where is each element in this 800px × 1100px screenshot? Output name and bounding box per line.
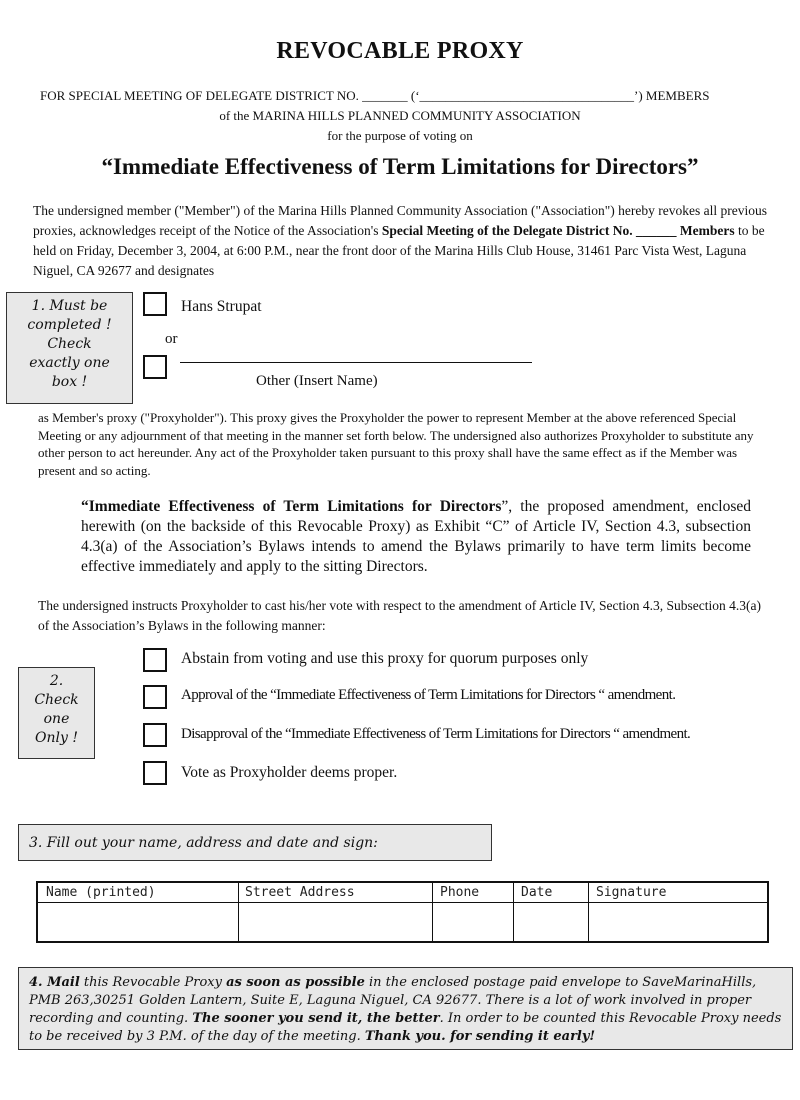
note-fill-out: 3. Fill out your name, address and date and sign: (18, 824, 492, 861)
column-divider (588, 883, 589, 941)
header-signature: Signature (596, 885, 667, 900)
document-title: REVOCABLE PROXY (276, 38, 524, 64)
proxyholder-option-hans: Hans Strupat (181, 298, 262, 315)
mail-address-text: in the enclosed postage paid envelope to SaveMarinaHills, PMB 263,30251 Golden Lantern, Suite E, Laguna Niguel, CA 92677. There is a lot of work involved in proper recording and counting. (29, 975, 757, 1026)
column-divider (238, 883, 239, 941)
header-phone: Phone (440, 885, 480, 900)
header-street-address: Street Address (245, 885, 355, 900)
note-line: Check (34, 692, 79, 708)
header-name: Name (printed) (46, 885, 156, 900)
intro-text-b: to be held on Friday, December 3, 2004, at 6:00 P.M., near the front door of the Marina Hills Club House, 31461 Parc Vista West, Laguna Niguel, CA 92677 and designates (33, 223, 765, 278)
column-divider (432, 883, 433, 941)
note-line: one (43, 711, 70, 727)
column-divider (513, 883, 514, 941)
name-field[interactable] (38, 904, 237, 941)
table-header-divider (38, 902, 767, 903)
proxy-paragraph: as Member's proxy ("Proxyholder"). This proxy gives the Proxyholder the power to represent Member at the above referenced Special Meeting or any adjournment of that meeting in the manner set forth below. The undersigned also authorizes Proxyholder to substitute any other person to act hereunder. Any act of the Proxyholder taken pursuant to this proxy shall have the same effect as if the Member was present and so acting. (38, 410, 754, 478)
purpose-line: for the purpose of voting on (327, 128, 473, 143)
proxyholder-checkbox-hans[interactable] (143, 292, 167, 316)
note-line: Check (47, 336, 92, 352)
mail-label: 4. Mail (29, 975, 80, 990)
or-label: or (165, 331, 178, 347)
date-field[interactable] (515, 904, 587, 941)
vote-checkbox-disapproval[interactable] (143, 723, 167, 747)
note-line: Only ! (35, 730, 78, 746)
mail-emphasis: as soon as possible (226, 975, 365, 990)
meeting-line: FOR SPECIAL MEETING OF DELEGATE DISTRICT NO. _______ (‘_________________________________’) MEMBERS (40, 88, 710, 103)
note-line: box ! (51, 374, 88, 390)
measure-name: “Immediate Effectiveness of Term Limitations for Directors (81, 498, 502, 515)
instruction-paragraph: The undersigned instructs Proxyholder to cast his/her vote with respect to the amendment of Article IV, Section 4.3, Subsection 4.3(a) of the Association’s Bylaws in the following manner: (38, 598, 761, 633)
association-line: of the MARINA HILLS PLANNED COMMUNITY ASSOCIATION (219, 108, 581, 123)
measure-title: “Immediate Effectiveness of Term Limitations for Directors” (101, 154, 699, 179)
mail-thanks: Thank you. for sending it early! (364, 1029, 596, 1044)
vote-checkbox-abstain[interactable] (143, 648, 167, 672)
measure-description: ”, the proposed amendment, enclosed herewith (on the backside of this Revocable Proxy) as Exhibit “C” of Article IV, Section 4.3, subsection 4.3(a) of the Association’s Bylaws intends to amend the Bylaws primarily to have term limits become effective immediately and apply to the sitting Directors. (81, 498, 751, 575)
mail-sooner: The sooner you send it, the better (192, 1011, 440, 1026)
mail-text: this Revocable Proxy (79, 975, 227, 990)
signature-table (36, 881, 769, 943)
vote-option-proxyholder: Vote as Proxyholder deems proper. (181, 764, 398, 781)
note-line: exactly one (29, 355, 110, 371)
phone-field[interactable] (434, 904, 512, 941)
note-line: 2. (49, 673, 64, 689)
note-must-complete (6, 292, 133, 404)
signature-field[interactable] (590, 904, 767, 941)
intro-paragraph (33, 201, 773, 281)
other-name-field[interactable] (180, 362, 532, 363)
vote-checkbox-approval[interactable] (143, 685, 167, 709)
note-check-one (18, 667, 95, 759)
vote-checkbox-proxyholder[interactable] (143, 761, 167, 785)
vote-option-approval: Approval of the “Immediate Effectiveness of Term Limitations for Directors “ amendment. (181, 687, 676, 703)
mail-deadline-text: . In order to be counted this Revocable Proxy needs to be received by 3 P.M. of the day of the meeting. (29, 1011, 782, 1044)
proxyholder-checkbox-other[interactable] (143, 355, 167, 379)
street-address-field[interactable] (240, 904, 431, 941)
header-date: Date (521, 885, 553, 900)
intro-text-a: The undersigned member ("Member") of the Marina Hills Planned Community Association ("Association") hereby revokes all previous proxies, acknowledges receipt of the Notice of the Association's (33, 203, 768, 238)
note-mail-instructions (18, 967, 793, 1050)
note-line: completed ! (27, 317, 112, 333)
note-line: 1. Must be (31, 298, 108, 314)
intro-meeting-name: Special Meeting of the Delegate District No. ______ Members (381, 223, 735, 238)
measure-paragraph (81, 497, 751, 577)
vote-option-disapproval: Disapproval of the “Immediate Effectiveness of Term Limitations for Directors “ amendment. (181, 726, 691, 742)
vote-option-abstain: Abstain from voting and use this proxy for quorum purposes only (181, 650, 589, 667)
other-name-label: Other (Insert Name) (256, 373, 378, 389)
